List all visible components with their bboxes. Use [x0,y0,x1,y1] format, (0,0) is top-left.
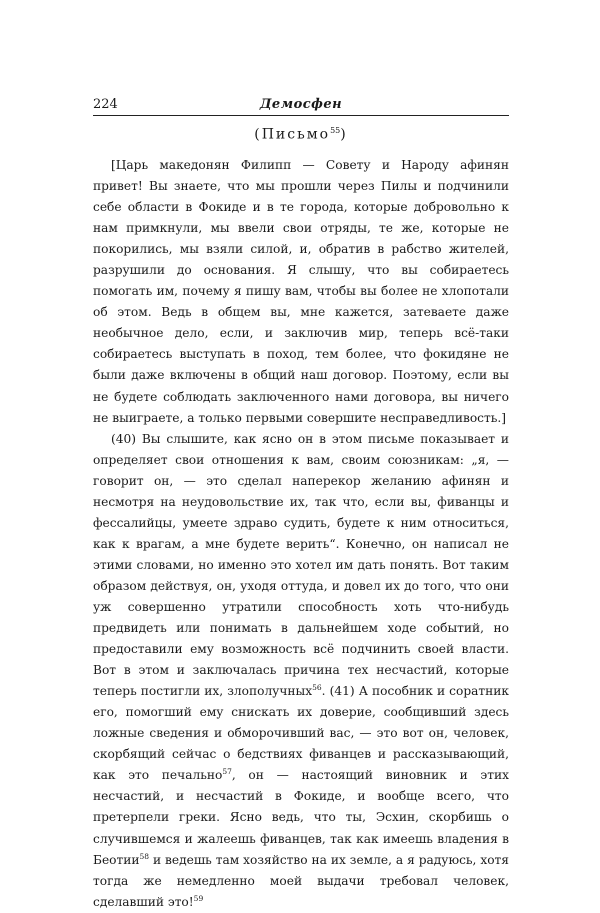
speech-text-part-4: и ведешь там хозяйство на их земле, а я радуюсь, хотя тогда же немедленно моей выдачи требовал человек, сделавший это! [93,852,509,909]
footnote-ref-59[interactable]: 59 [193,893,204,903]
speech-text-part-3: , он — настоящий виновник и этих несчастий, и несчастий в Фокиде, и вообще всего, что претерпели греки. Ясно ведь, что ты, Эсхин, скорбишь о случившемся и жалеешь фиванцев, так как имеешь владения в Беотии [93,768,509,867]
speech-text-part-2: . (41) А пособник и соратник его, помогший ему снискать их доверие, сообщивший здесь ложные сведения и обморочивший вас, — это вот он, человек, скорбящий сейчас о бедствиях фиванцев и рассказывающий, как это печально [93,684,509,783]
footnote-ref-56[interactable]: 56 [312,683,322,693]
letter-title-text: (Письмо [254,126,331,143]
running-title: Демосфен [259,97,343,112]
footnote-ref-58[interactable]: 58 [139,851,150,861]
letter-title-closing: ) [340,126,348,143]
page-number: 224 [93,97,118,112]
footnote-ref-55[interactable]: 55 [330,126,341,135]
footnote-ref-57[interactable]: 57 [222,767,232,777]
body-text [93,155,509,913]
page-header [93,95,509,116]
letter-title [93,126,509,143]
speech-text-part-1: (40) Вы слышите, как ясно он в этом письме показывает и определяет свои отношения к вам, своим союзникам: „я, — говорит он, — это сделал наперекор желанию афинян и несмотря на неудовольствие их, так что, если вы, фиванцы и фессалийцы, умеете здраво судить, будете к ним относиться, как к врагам, а мне будете верить“. Конечно, он написал не этими словами, но именно это хотел им дать понять. Вот таким образом действуя, он, уходя оттуда, и довел их до того, что они уж совершенно утратили способность хоть что-нибудь предвидеть или понимать в дальнейшем ходе событий, но предоставили ему возможность всё подчинить своей власти. Вот в этом и заключалась причина тех несчастий, которые теперь постигли их, злополучных [93,431,509,699]
speech-paragraph [93,429,509,913]
letter-paragraph: [Царь македонян Филипп — Совету и Народу афинян привет! Вы знаете, что мы прошли через Пилы и подчинили себе области в Фокиде и в те города, которые добровольно к нам примкнули, мы ввели свои отряды, те же, которые не покорились, мы взяли силой, и, обратив в рабство жителей, разрушили до основания. Я слышу, что вы собираетесь помогать им, почему я пишу вам, чтобы вы более не хлопотали об этом. Ведь в общем вы, мне кажется, затеваете даже необычное дело, если, и заключив мир, теперь всё-таки собираетесь выступать в поход, тем более, что фокидяне не были даже включены в общий наш договор. Поэтому, если вы не будете соблюдать заключенного нами договора, вы ничего не выиграете, а только первыми совершите несправедливость.] [93,158,509,425]
